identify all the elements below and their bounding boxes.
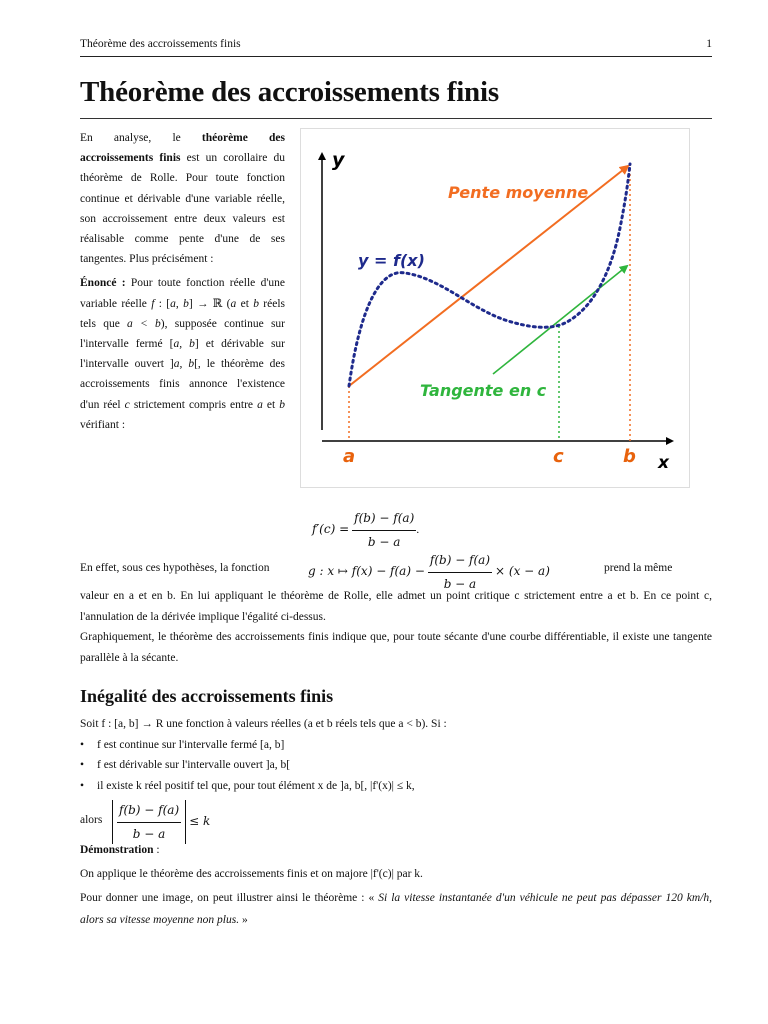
enonce-text: , bbox=[175, 297, 184, 310]
formula-fraction bbox=[352, 508, 416, 552]
demo-colon: : bbox=[153, 844, 160, 856]
enonce-var: b bbox=[279, 398, 285, 411]
enonce-text: réels tels que bbox=[80, 297, 286, 330]
enonce-var: a, b bbox=[173, 358, 195, 371]
abs-value bbox=[112, 800, 186, 844]
graphic-text: Graphiquement, le théorème des accroissements finis indique que, pour toute sécante d'une courbe différentiable, il existe une tangente parallèle à la sécante. bbox=[80, 631, 712, 664]
curve-label: y = f(x) bbox=[358, 251, 425, 270]
demo-label: Démonstration bbox=[80, 844, 154, 856]
tick-b-label: b bbox=[623, 446, 636, 467]
illustration-text: » bbox=[239, 914, 248, 926]
enonce-var: f bbox=[151, 297, 155, 310]
condition-item: • il existe k réel positif tel que, pour tout élément x de ]a, b[, |f'(x)| ≤ k, bbox=[80, 776, 712, 797]
g-numerator: f(b) − f(a) bbox=[428, 550, 492, 573]
alors-text: alors bbox=[80, 814, 103, 826]
g-after-text: prend la même bbox=[604, 562, 673, 574]
enonce-text: [, le théorème des accroissements finis annonce l'existence d'un réel bbox=[80, 358, 285, 411]
running-title: Théorème des accroissements finis bbox=[80, 38, 241, 50]
enonce-var: a, b bbox=[173, 338, 195, 351]
secant-label: Pente moyenne bbox=[448, 183, 589, 202]
y-axis-label: y bbox=[332, 149, 345, 171]
enonce-text: : [ bbox=[154, 297, 171, 310]
header-rule bbox=[80, 56, 712, 57]
running-header bbox=[80, 38, 712, 54]
enonce-text: et bbox=[236, 297, 254, 310]
title-rule bbox=[80, 118, 712, 119]
enonce-text: et bbox=[262, 398, 280, 411]
enonce-var: b bbox=[183, 297, 189, 310]
enonce-text: vérifiant : bbox=[80, 418, 126, 431]
condition-list bbox=[80, 735, 712, 797]
tick-a-label: a bbox=[343, 446, 356, 467]
intro-text: En analyse, le bbox=[80, 132, 202, 144]
formula-end: . bbox=[416, 521, 420, 536]
g-denominator: b − a bbox=[443, 576, 477, 591]
enonce-var: b bbox=[253, 297, 259, 310]
intro-text: est un corollaire du théorème de Rolle. Pour toute fonction continue et dérivable d'une variable réelle, son accroissement entre deux valeurs est réalisable comme pente d'une de ses tangentes. Plus précisément : bbox=[80, 152, 285, 266]
condition-item: • f est dérivable sur l'intervalle ouvert ]a, b[ bbox=[80, 755, 712, 776]
page-title: Théorème des accroissements finis bbox=[80, 76, 499, 108]
tangent-label: Tangente en c bbox=[420, 381, 547, 400]
inequality-section bbox=[80, 714, 712, 931]
section-heading: Inégalité des accroissements finis bbox=[80, 686, 334, 706]
mvt-formula bbox=[312, 508, 532, 552]
inequality-line bbox=[80, 798, 712, 840]
inequality-numerator: f(b) − f(a) bbox=[117, 800, 181, 823]
formula-lhs: f′(c) = bbox=[312, 521, 350, 536]
inequality-formula bbox=[112, 800, 210, 844]
inequality-fraction bbox=[117, 800, 181, 844]
rolle-text: valeur en a et en b. En lui appliquant le théorème de Rolle, elle admet un point critique c strictement entre a et b. En ce point c, l'annulation de la dérivée implique l'égalité ci-dessus. bbox=[80, 590, 712, 623]
illustration-paragraph bbox=[80, 887, 712, 931]
tick-c-label: c bbox=[553, 446, 564, 467]
enonce-var: a bbox=[170, 297, 176, 310]
g-intro-text: En effet, sous ces hypothèses, la fonction bbox=[80, 562, 270, 574]
inequality-denominator: b − a bbox=[132, 826, 166, 841]
demo-text: On applique le théorème des accroissements finis et on majore |f'(c)| par k. bbox=[80, 867, 423, 880]
enonce-label: Énoncé : bbox=[80, 277, 126, 290]
mvt-diagram bbox=[300, 128, 690, 488]
inequality-intro: Soit f : [a, b] → R une fonction à valeurs réelles (a et b réels tels que a < b). Si : bbox=[80, 718, 447, 730]
g-lhs: g : x ↦ f(x) − f(a) − bbox=[308, 563, 425, 578]
condition-item: • f est continue sur l'intervalle fermé [a, b] bbox=[80, 735, 712, 756]
formula-denominator: b − a bbox=[367, 534, 401, 549]
enonce-var: a bbox=[257, 398, 263, 411]
g-fraction bbox=[428, 550, 492, 594]
g-line bbox=[80, 550, 712, 591]
enonce-paragraph bbox=[80, 273, 285, 435]
intro-column bbox=[80, 128, 285, 439]
enonce-text: ] et dérivable sur l'intervalle ouvert ] bbox=[80, 338, 285, 371]
enonce-text: ), supposée continue sur l'intervalle fermé [ bbox=[80, 317, 285, 351]
inequality-rhs: ≤ k bbox=[189, 813, 211, 828]
illustration-text: Pour donner une image, on peut illustrer ainsi le théorème : « bbox=[80, 892, 379, 904]
enonce-var: a < b bbox=[127, 317, 161, 330]
intro-bold-term: théorème des accroissements finis bbox=[80, 132, 285, 165]
g-rhs: × (x − a) bbox=[495, 563, 550, 578]
enonce-text: strictement compris entre bbox=[129, 398, 258, 411]
intro-paragraph bbox=[80, 128, 285, 269]
formula-numerator: f(b) − f(a) bbox=[352, 508, 416, 531]
enonce-var: a bbox=[230, 297, 237, 310]
page-number: 1 bbox=[706, 38, 712, 50]
g-definition bbox=[308, 550, 550, 594]
proof-paragraph bbox=[80, 550, 712, 668]
x-axis-label: x bbox=[658, 453, 669, 473]
enonce-text: Pour toute fonction réelle d'une variable réelle bbox=[80, 277, 285, 310]
enonce-var: c bbox=[124, 398, 130, 411]
illustration-quote: Si la vitesse instantanée d'un véhicule ne peut pas dépasser 120 km/h, alors sa vitesse moyenne non plus. bbox=[80, 892, 712, 926]
mvt-figure bbox=[300, 128, 690, 488]
enonce-text: ] → ℝ ( bbox=[188, 297, 231, 310]
